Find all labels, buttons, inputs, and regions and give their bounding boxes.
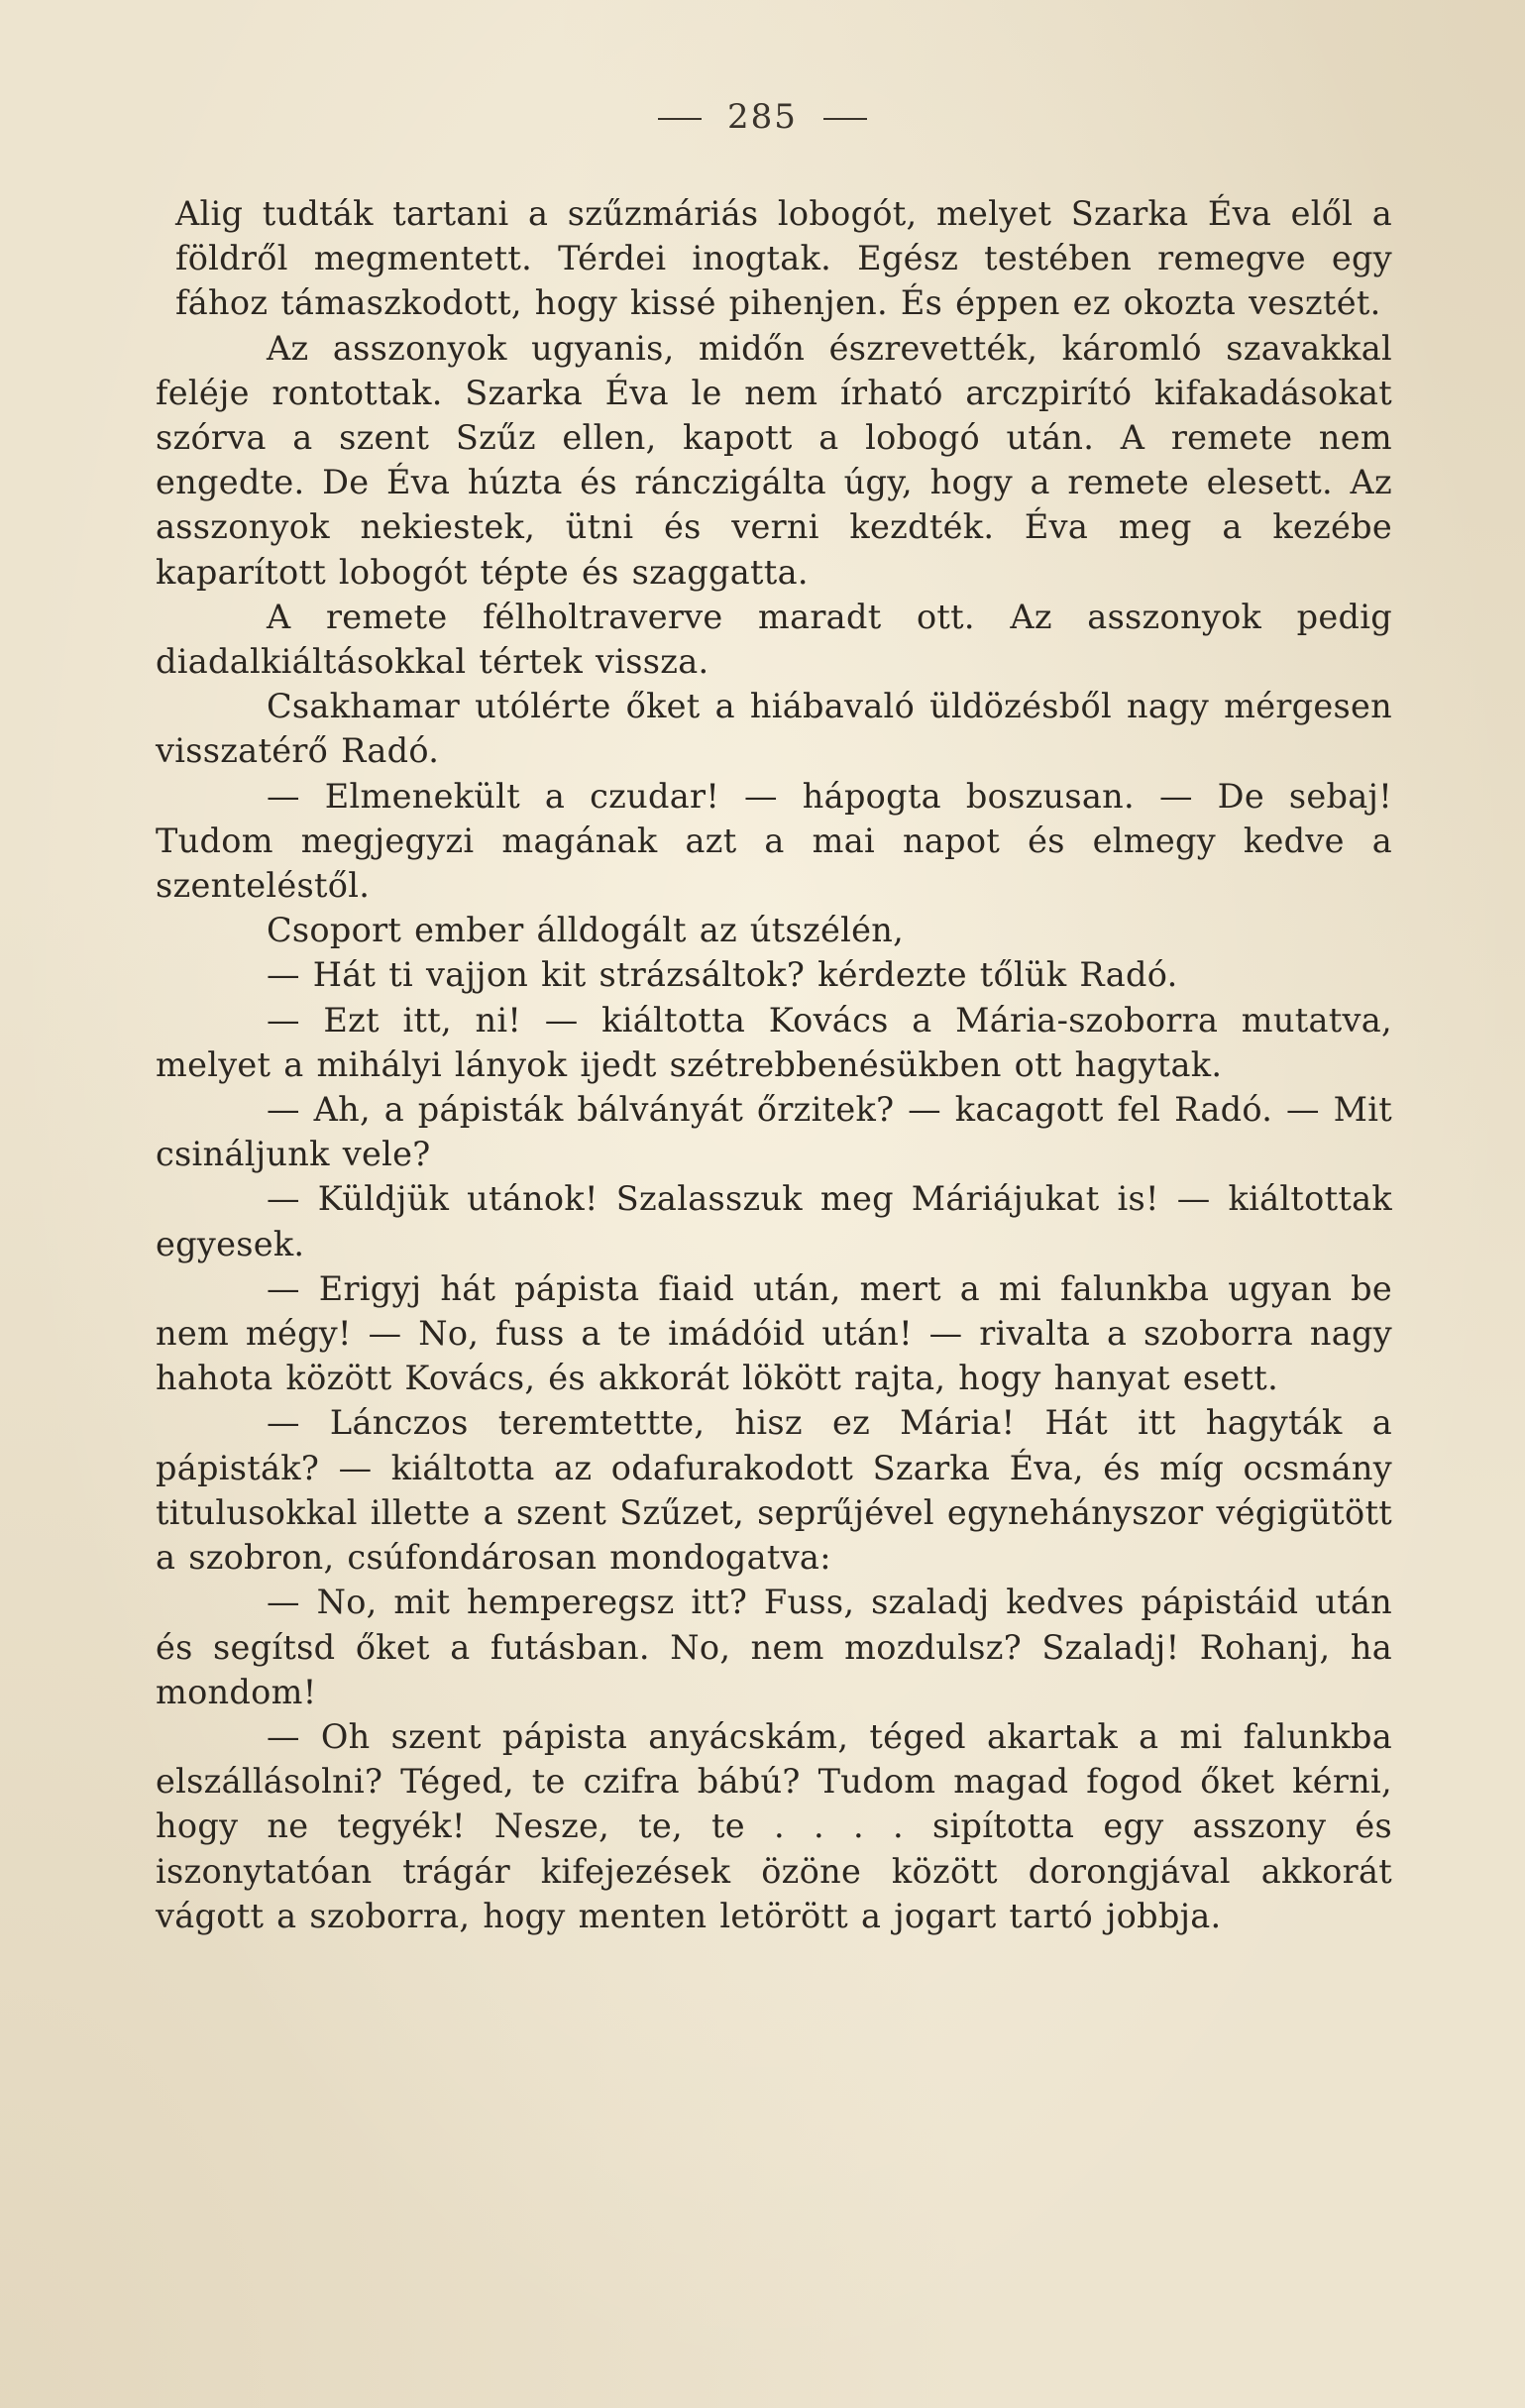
body-text <box>156 191 1392 1938</box>
paragraph: — Oh szent pápista anyácskám, téged akartak a mi falunkba elszállásolni? Téged, te czifra bábú? Tudom magad fogod őket kérni, hogy ne tegyék! Nesze, te, te . . . . sipította egy asszony és iszonytatóan trágár kifejezések özöne között dorongjával akkorát vágott a szoborra, hogy menten letörött a jogart tartó jobbja. <box>156 1716 1392 1935</box>
paragraph: — Küldjük utánok! Szalasszuk meg Máriájukat is! — kiáltottak egyesek. <box>156 1179 1392 1263</box>
paragraph: — Ezt itt, ni! — kiáltotta Kovács a Mária-szoborra mutatva, melyet a mihályi lányok ijedt szétrebbenésükben ott hagytak. <box>156 1000 1392 1084</box>
paragraph: — Elmenekült a czudar! — hápogta boszusan. — De sebaj! Tudom megjegyzi magának azt a mai napot és elmegy kedve a szenteléstől. <box>156 776 1392 906</box>
page-number <box>0 97 1525 137</box>
page-number-dash-left <box>658 118 702 120</box>
paragraph: — No, mit hemperegsz itt? Fuss, szaladj kedves pápistáid után és segítsd őket a futásban. No, nem mozdulsz? Szaladj! Rohanj, ha mondom! <box>156 1583 1392 1711</box>
paragraph: — Lánczos teremtettte, hisz ez Mária! Hát itt hagyták a pápisták? — kiáltotta az odafurakodott Szarka Éva, és míg ocsmány titulusokkal illette a szent Szűzet, seprűjével egynehányszor végigütött a szobron, csúfondárosan mondogatva: <box>156 1403 1392 1578</box>
paragraph: Csoport ember álldogált az útszélén, <box>267 911 905 950</box>
paragraph: Csakhamar utólérte őket a hiábavaló üldözésből nagy mérgesen visszatérő Radó. <box>156 687 1392 771</box>
paragraph: — Ah, a pápisták bálványát őrzitek? — kacagott fel Radó. — Mit csináljunk vele? <box>156 1090 1392 1174</box>
page-number-dash-right <box>823 118 867 120</box>
paragraph: — Erigyj hát pápista fiaid után, mert a mi falunkba ugyan be nem mégy! — No, fuss a te imádóid után! — rivalta a szoborra nagy hahota között Kovács, és akkorát lökött rajta, hogy hanyat esett. <box>156 1268 1392 1398</box>
paragraph: Az asszonyok ugyanis, midőn észrevették, káromló szavakkal feléje rontottak. Szarka Éva le nem írható arczpirító kifakadásokat szórva a szent Szűz ellen, kapott a lobogó után. A remete nem engedte. De Éva húzta és ránczigálta úgy, hogy a remete elesett. Az asszonyok nekiestek, ütni és verni kezdték. Éva meg a kezébe kaparított lobogót tépte és szaggatta. <box>156 328 1392 592</box>
paragraph: Alig tudták tartani a szűzmáriás lobogót, melyet Szarka Éva elől a földről megmentett. Térdei inogtak. Egész testében remegve egy fához támaszkodott, hogy kissé pihenjen. És éppen ez okozta vesztét. <box>175 194 1392 323</box>
paragraph: — Hát ti vajjon kit strázsáltok? kérdezte tőlük Radó. <box>267 955 1178 995</box>
page-number-value: 285 <box>727 97 798 137</box>
paragraph: A remete félholtraverve maradt ott. Az asszonyok pedig diadalkiáltásokkal tértek vissza. <box>156 597 1392 682</box>
